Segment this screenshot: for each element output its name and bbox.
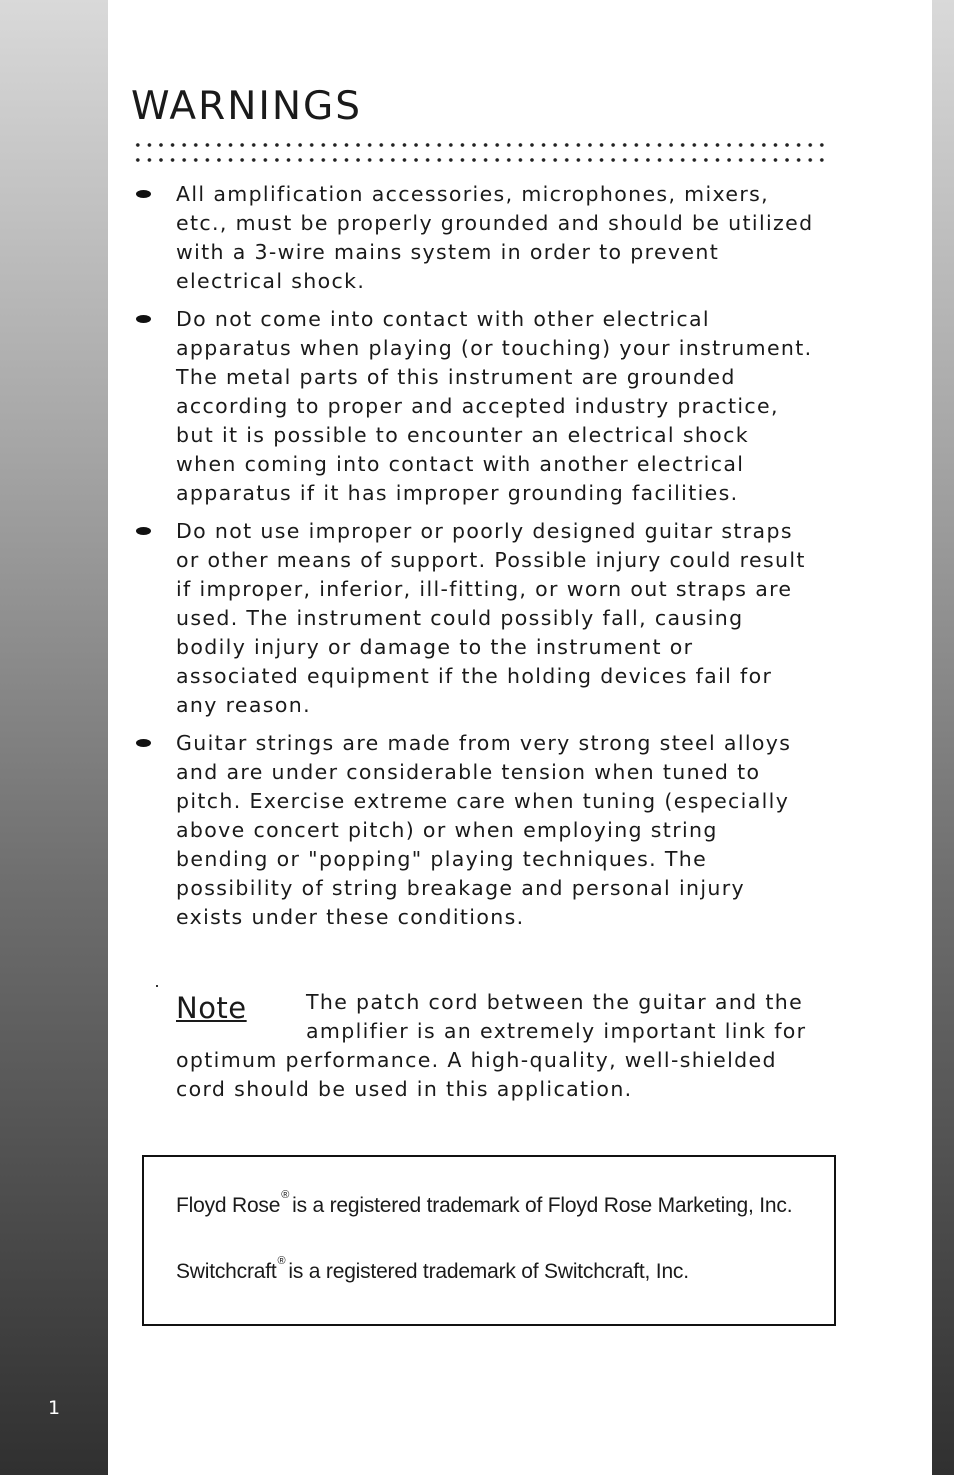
bullet-icon — [136, 315, 151, 323]
dotted-divider-top — [132, 142, 828, 148]
bullet-icon — [136, 739, 151, 747]
warning-text: Guitar strings are made from very strong steel alloys and are under considerable tension when tuned to pitch. Exercise extreme care when tuning (especially above concert pitch) or when employing string bending or "popping" playing techniques. The possibility of string breakage and personal injury exists under these conditions. — [176, 731, 792, 929]
note-section — [176, 988, 816, 1104]
dotted-divider-bottom — [132, 157, 828, 163]
note-text: The patch cord between the guitar and the amplifier is an extremely important link for optimum performance. A high-quality, well-shielded cord should be used in this application. — [176, 990, 807, 1101]
trademark-text: is a registered trademark of Floyd Rose Marketing, Inc. — [292, 1194, 793, 1217]
warning-text: All amplification accessories, microphones, mixers, etc., must be properly grounded and should be utilized with a 3-wire mains system in order to prevent electrical shock. — [176, 182, 814, 293]
warning-text: Do not come into contact with other electrical apparatus when playing (or touching) your instrument. The metal parts of this instrument are grounded according to proper and accepted industry practice, but it is possible to encounter an electrical shock when coming into contact with another electrical apparatus if it has improper grounding facilities. — [176, 307, 813, 505]
trademark-brand: Floyd Rose — [176, 1194, 281, 1217]
trademark-box — [142, 1155, 836, 1326]
trademark-line-floyd-rose — [176, 1181, 796, 1220]
stray-dot — [156, 985, 158, 987]
warning-item — [0, 180, 954, 296]
trademark-brand: Switchcraft — [176, 1260, 277, 1283]
bullet-icon — [136, 190, 151, 198]
trademark-line-switchcraft — [176, 1247, 796, 1286]
page-number: 1 — [48, 1397, 61, 1419]
trademark-text: is a registered trademark of Switchcraft, Inc. — [288, 1260, 689, 1283]
page-title: WARNINGS — [131, 84, 363, 129]
warnings-list — [0, 180, 954, 941]
warning-item — [0, 517, 954, 720]
registered-symbol: ® — [281, 1189, 290, 1201]
registered-symbol: ® — [277, 1255, 286, 1267]
bullet-icon — [136, 527, 151, 535]
warning-text: Do not use improper or poorly designed guitar straps or other means of support. Possible injury could result if improper, inferior, ill-fitting, or worn out straps are used. The instrument could possibly fall, causing bodily injury or damage to the instrument or associated equipment if the holding devices fail for any reason. — [176, 519, 806, 717]
note-label: Note — [176, 991, 247, 1025]
warning-item — [0, 729, 954, 932]
warning-item — [0, 305, 954, 508]
